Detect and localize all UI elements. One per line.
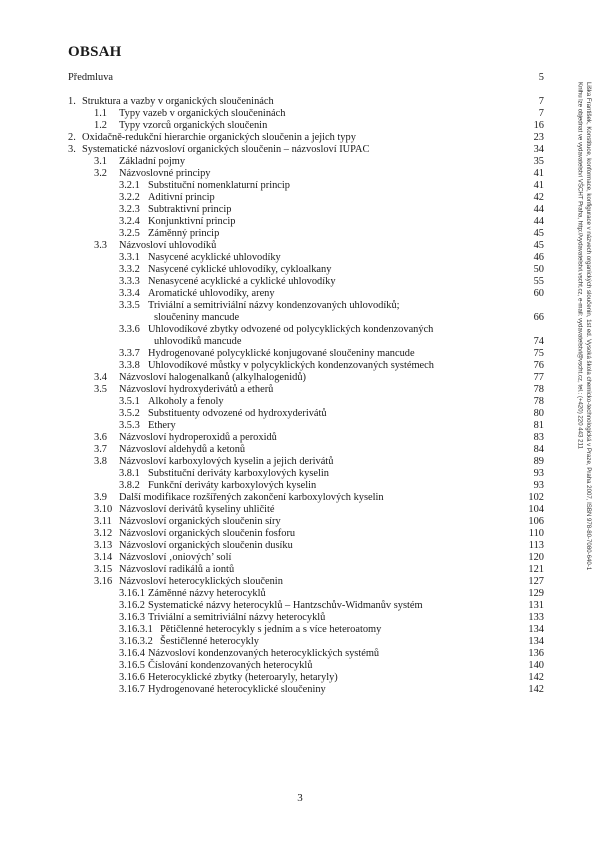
toc-entry-title: Triviální a semitriviální názvy kondenzovaných uhlovodíků; bbox=[148, 300, 400, 311]
toc-entry-title: Substituční deriváty karboxylových kyselin bbox=[148, 468, 329, 479]
toc-entry bbox=[0, 216, 600, 228]
toc-entry-title: Záměnný princip bbox=[148, 228, 220, 239]
toc-entry-title: Názvosloví karboxylových kyselin a jejich derivátů bbox=[119, 456, 334, 467]
toc-entry-title: Substituenty odvozené od hydroxyderivátů bbox=[148, 408, 327, 419]
toc-entry-title: Systematické názvosloví organických sloučenin – názvosloví IUPAC bbox=[82, 144, 370, 155]
citation-note bbox=[575, 82, 592, 772]
toc-entry-title: Názvosloví ‚oniových’ solí bbox=[119, 552, 232, 563]
toc-entry-page: 41 bbox=[533, 168, 544, 179]
toc-entry-number: 3.7 bbox=[94, 444, 107, 455]
toc-entry-title: Konjunktivní princip bbox=[148, 216, 236, 227]
toc-entry bbox=[0, 672, 600, 684]
toc-entry-title: Typy vzorců organických sloučenin bbox=[119, 120, 268, 131]
toc-entry-title: Záměnné názvy heterocyklů bbox=[148, 588, 266, 599]
toc-entry-page: 81 bbox=[533, 420, 544, 431]
toc-entry bbox=[0, 504, 600, 516]
toc-entry-title: Názvosloví hydroxyderivátů a etherů bbox=[119, 384, 274, 395]
toc-entry-number: 3.3.7 bbox=[119, 348, 140, 359]
toc-entry-number: 3.3.8 bbox=[119, 360, 140, 371]
toc-entry-page: 42 bbox=[533, 192, 544, 203]
toc-entry bbox=[0, 432, 600, 444]
toc-entry-page: 104 bbox=[528, 504, 544, 515]
toc-entry-page: 76 bbox=[533, 360, 544, 371]
toc-entry-title: Názvosloví organických sloučenin fosforu bbox=[119, 528, 296, 539]
toc-entry bbox=[0, 624, 600, 636]
toc-entry-page: 78 bbox=[533, 396, 544, 407]
toc-entry bbox=[0, 108, 600, 120]
toc-entry bbox=[0, 156, 600, 168]
toc-entry-title: Funkční deriváty karboxylových kyselin bbox=[148, 480, 317, 491]
toc-entry bbox=[0, 228, 600, 240]
toc-entry-title: Názvosloví derivátů kyseliny uhličité bbox=[119, 504, 275, 515]
toc-entry-number: 2. bbox=[68, 132, 76, 143]
toc-entry-number: 3.1 bbox=[94, 156, 107, 167]
toc-entry-page: 44 bbox=[533, 204, 544, 215]
toc-entry-number: 3. bbox=[68, 144, 76, 155]
toc-entry bbox=[0, 492, 600, 504]
toc-entry-number: 3.2.4 bbox=[119, 216, 140, 227]
toc-entry-page: 23 bbox=[533, 132, 544, 143]
toc-entry-number: 1.1 bbox=[94, 108, 107, 119]
toc-entry-title: Názvosloví hydroperoxidů a peroxidů bbox=[119, 432, 277, 443]
toc-entry-number: 3.3.4 bbox=[119, 288, 140, 299]
toc-entry bbox=[0, 324, 600, 348]
toc-entry-number: 3.5.2 bbox=[119, 408, 140, 419]
toc-entry-title: Uhlovodíkové můstky v polycyklických kondenzovaných systémech bbox=[148, 360, 434, 371]
toc-entry-title-continued: uhlovodíků mancude bbox=[154, 336, 242, 347]
toc-entry bbox=[0, 468, 600, 480]
toc-entry-title: Aromatické uhlovodíky, areny bbox=[148, 288, 275, 299]
toc-entry-title: Typy vazeb v organických sloučeninách bbox=[119, 108, 286, 119]
toc-entry-title: Ethery bbox=[148, 420, 176, 431]
toc-entry-title: Hydrogenované heterocyklické sloučeniny bbox=[148, 684, 326, 695]
citation-line: Liška František, Konstituce, konformace, konfigurace v názvech organických sloučenin, 1st ed. Vysoká škola chemicko-technologická v Praze, Praha 2007, ISBN 978-80-7080-640-1 bbox=[585, 82, 592, 571]
toc-entry bbox=[0, 276, 600, 288]
toc-entry-page: 142 bbox=[528, 672, 544, 683]
toc-entry-page: 45 bbox=[533, 228, 544, 239]
toc-entry-page: 110 bbox=[528, 528, 544, 539]
toc-entry-page: 120 bbox=[528, 552, 544, 563]
toc-entry-number: 3.3.3 bbox=[119, 276, 140, 287]
toc-entry bbox=[0, 180, 600, 192]
toc-entry-title: Alkoholy a fenoly bbox=[148, 396, 224, 407]
toc-entry-title: Struktura a vazby v organických sloučeninách bbox=[82, 96, 274, 107]
toc-entry-page: 93 bbox=[533, 480, 544, 491]
toc-entry-page: 127 bbox=[528, 576, 544, 587]
toc-entry-page: 44 bbox=[533, 216, 544, 227]
toc-entry-number: 3.2.2 bbox=[119, 192, 140, 203]
toc-entry-page: 16 bbox=[533, 120, 544, 131]
toc-entry bbox=[0, 636, 600, 648]
toc-entry bbox=[0, 540, 600, 552]
toc-entry-page: 89 bbox=[533, 456, 544, 467]
toc-entry-title: Systematické názvy heterocyklů – Hantzschův-Widmanův systém bbox=[148, 600, 423, 611]
toc-entry-page: 60 bbox=[533, 288, 544, 299]
toc-entry bbox=[0, 420, 600, 432]
ordering-line: Knihu lze objednat ve vydavatelství VŠCHT Praha, http://vydavatelstvi.vscht.cz, e-mail: vydavatelstvi@vscht.cz, tel.: (+420) 220 443 211 bbox=[576, 82, 584, 449]
toc-entry-title: Hydrogenované polycyklické konjugované sloučeniny mancude bbox=[148, 348, 415, 359]
toc-entry-page: 134 bbox=[528, 624, 544, 635]
toc-entry-title: Další modifikace rozšířených zakončení karboxylových kyselin bbox=[119, 492, 384, 503]
toc-entry bbox=[0, 72, 600, 84]
toc-entry-number: 3.11 bbox=[94, 516, 112, 527]
toc-entry-number: 1.2 bbox=[94, 120, 107, 131]
toc-entry-number: 3.8 bbox=[94, 456, 107, 467]
toc-entry-page: 46 bbox=[533, 252, 544, 263]
toc-entry bbox=[0, 360, 600, 372]
toc-entry-number: 3.2 bbox=[94, 168, 107, 179]
toc-entry-title: Triviální a semitriviální názvy heterocyklů bbox=[148, 612, 326, 623]
toc-entry-number: 3.5 bbox=[94, 384, 107, 395]
toc-entry-number: 3.14 bbox=[94, 552, 113, 563]
toc-entry-title: Názvosloví radikálů a iontů bbox=[119, 564, 235, 575]
toc-entry-number: 3.2.1 bbox=[119, 180, 140, 191]
toc-entry bbox=[0, 300, 600, 324]
toc-entry bbox=[0, 408, 600, 420]
toc-entry bbox=[0, 132, 600, 144]
toc-entry-number: 3.3.5 bbox=[119, 300, 140, 311]
toc-entry-page: 34 bbox=[533, 144, 544, 155]
toc-entry bbox=[0, 612, 600, 624]
toc-entry bbox=[0, 588, 600, 600]
toc-entry bbox=[0, 288, 600, 300]
toc-entry-page: 75 bbox=[533, 348, 544, 359]
toc-entry-number: 3.4 bbox=[94, 372, 107, 383]
toc-entry-title: Šestičlenné heterocykly bbox=[160, 636, 259, 647]
toc-entry bbox=[0, 384, 600, 396]
toc-entry bbox=[0, 348, 600, 360]
toc-entry-number: 3.2.3 bbox=[119, 204, 140, 215]
toc-entry-number: 3.16 bbox=[94, 576, 113, 587]
toc-entry-page: 80 bbox=[533, 408, 544, 419]
toc-entry-page: 35 bbox=[533, 156, 544, 167]
table-of-contents bbox=[0, 72, 600, 696]
toc-entry-number: 3.3.1 bbox=[119, 252, 140, 263]
toc-entry-title: Názvosloví kondenzovaných heterocyklických systémů bbox=[148, 648, 380, 659]
toc-entry-page: 102 bbox=[528, 492, 544, 503]
toc-entry-page: 136 bbox=[528, 648, 544, 659]
toc-entry bbox=[0, 576, 600, 588]
toc-entry-title-continued: sloučeniny mancude bbox=[154, 312, 240, 323]
toc-entry bbox=[0, 456, 600, 468]
toc-entry bbox=[0, 684, 600, 696]
toc-entry-page: 45 bbox=[533, 240, 544, 251]
toc-entry-number: 3.15 bbox=[94, 564, 113, 575]
toc-entry-number: 3.5.1 bbox=[119, 396, 140, 407]
toc-entry-page: 50 bbox=[533, 264, 544, 275]
toc-entry-number: 3.9 bbox=[94, 492, 107, 503]
toc-entry-title: Názvosloví organických sloučenin dusíku bbox=[119, 540, 293, 551]
toc-entry-page: 142 bbox=[528, 684, 544, 695]
toc-entry-number: 3.16.4 bbox=[119, 648, 145, 659]
toc-entry-page: 7 bbox=[538, 108, 544, 119]
toc-entry-title: Heterocyklické zbytky (heteroaryly, hetaryly) bbox=[148, 672, 338, 683]
toc-entry-number: 3.8.2 bbox=[119, 480, 140, 491]
toc-entry-number: 3.16.3.1 bbox=[119, 624, 153, 635]
toc-entry-title: Aditivní princip bbox=[148, 192, 215, 203]
toc-entry-title: Názvosloví aldehydů a ketonů bbox=[119, 444, 246, 455]
toc-entry-number: 3.8.1 bbox=[119, 468, 140, 479]
toc-entry bbox=[0, 564, 600, 576]
toc-entry bbox=[0, 372, 600, 384]
toc-entry bbox=[0, 444, 600, 456]
toc-entry-page: 121 bbox=[528, 564, 544, 575]
toc-entry-title: Nasycené cyklické uhlovodíky, cykloalkany bbox=[148, 264, 332, 275]
toc-entry bbox=[0, 600, 600, 612]
toc-entry-number: 3.10 bbox=[94, 504, 113, 515]
toc-entry-page: 129 bbox=[528, 588, 544, 599]
toc-entry-page: 133 bbox=[528, 612, 544, 623]
toc-entry-page: 78 bbox=[533, 384, 544, 395]
toc-entry bbox=[0, 648, 600, 660]
toc-entry-page: 134 bbox=[528, 636, 544, 647]
toc-entry bbox=[0, 252, 600, 264]
toc-entry-number: 3.2.5 bbox=[119, 228, 140, 239]
toc-entry-number: 3.3.6 bbox=[119, 324, 140, 335]
toc-entry bbox=[0, 660, 600, 672]
toc-entry-page: 131 bbox=[528, 600, 544, 611]
toc-entry-page: 55 bbox=[533, 276, 544, 287]
toc-entry-title: Oxidačně-redukční hierarchie organických sloučenin a jejich typy bbox=[82, 132, 356, 143]
toc-entry-title: Názvosloví organických sloučenin síry bbox=[119, 516, 281, 527]
toc-entry-title: Názvoslovné principy bbox=[119, 168, 211, 179]
toc-entry bbox=[0, 144, 600, 156]
toc-entry-title: Nenasycené acyklické a cyklické uhlovodíky bbox=[148, 276, 336, 287]
toc-entry bbox=[0, 480, 600, 492]
toc-entry-page: 83 bbox=[533, 432, 544, 443]
toc-entry-page: 77 bbox=[533, 372, 544, 383]
toc-entry-title: Substituční nomenklaturní princip bbox=[148, 180, 290, 191]
toc-entry-title: Názvosloví heterocyklických sloučenin bbox=[119, 576, 283, 587]
toc-entry bbox=[0, 264, 600, 276]
toc-entry-page: 7 bbox=[538, 96, 544, 107]
page-number: 3 bbox=[297, 792, 303, 804]
toc-entry-number: 3.5.3 bbox=[119, 420, 140, 431]
toc-entry-title: Pětičlenné heterocykly s jedním a s více heteroatomy bbox=[160, 624, 382, 635]
toc-entry-number: 3.16.2 bbox=[119, 600, 145, 611]
toc-entry-title: Číslování kondenzovaných heterocyklů bbox=[148, 660, 313, 671]
toc-entry-number: 3.16.5 bbox=[119, 660, 145, 671]
toc-entry bbox=[0, 528, 600, 540]
toc-entry-number: 3.16.1 bbox=[119, 588, 145, 599]
toc-entry bbox=[0, 204, 600, 216]
toc-entry bbox=[0, 96, 600, 108]
toc-entry-title: Uhlovodíkové zbytky odvozené od polycyklických kondenzovaných bbox=[148, 324, 434, 335]
toc-entry-page: 113 bbox=[528, 540, 544, 551]
toc-entry-number: 3.16.6 bbox=[119, 672, 145, 683]
toc-entry-page: 66 bbox=[533, 312, 544, 323]
toc-entry-number: 3.3 bbox=[94, 240, 107, 251]
toc-entry-page: 41 bbox=[533, 180, 544, 191]
toc-entry bbox=[0, 552, 600, 564]
toc-entry bbox=[0, 168, 600, 180]
toc-entry-title: Nasycené acyklické uhlovodíky bbox=[148, 252, 281, 263]
toc-entry-title: Předmluva bbox=[68, 72, 114, 83]
toc-entry-number: 3.13 bbox=[94, 540, 113, 551]
toc-entry-page: 74 bbox=[533, 336, 544, 347]
toc-entry-page: 140 bbox=[528, 660, 544, 671]
toc-entry-number: 3.3.2 bbox=[119, 264, 140, 275]
toc-entry-title: Subtraktivní princip bbox=[148, 204, 232, 215]
page-title: OBSAH bbox=[68, 44, 122, 60]
toc-entry-number: 3.16.3 bbox=[119, 612, 145, 623]
toc-entry-number: 3.12 bbox=[94, 528, 113, 539]
toc-entry bbox=[0, 396, 600, 408]
toc-entry bbox=[0, 240, 600, 252]
toc-entry-number: 1. bbox=[68, 96, 76, 107]
toc-entry-title: Základní pojmy bbox=[119, 156, 186, 167]
toc-entry-page: 5 bbox=[538, 72, 544, 83]
toc-entry-page: 106 bbox=[528, 516, 544, 527]
toc-entry-number: 3.6 bbox=[94, 432, 107, 443]
toc-entry-page: 84 bbox=[533, 444, 544, 455]
toc-entry bbox=[0, 120, 600, 132]
toc-entry bbox=[0, 516, 600, 528]
toc-entry-title: Názvosloví halogenalkanů (alkylhalogenidů) bbox=[119, 372, 306, 383]
toc-entry bbox=[0, 192, 600, 204]
toc-entry-title: Názvosloví uhlovodíků bbox=[119, 240, 217, 251]
toc-entry-page: 93 bbox=[533, 468, 544, 479]
toc-entry-number: 3.16.3.2 bbox=[119, 636, 153, 647]
toc-entry-number: 3.16.7 bbox=[119, 684, 145, 695]
